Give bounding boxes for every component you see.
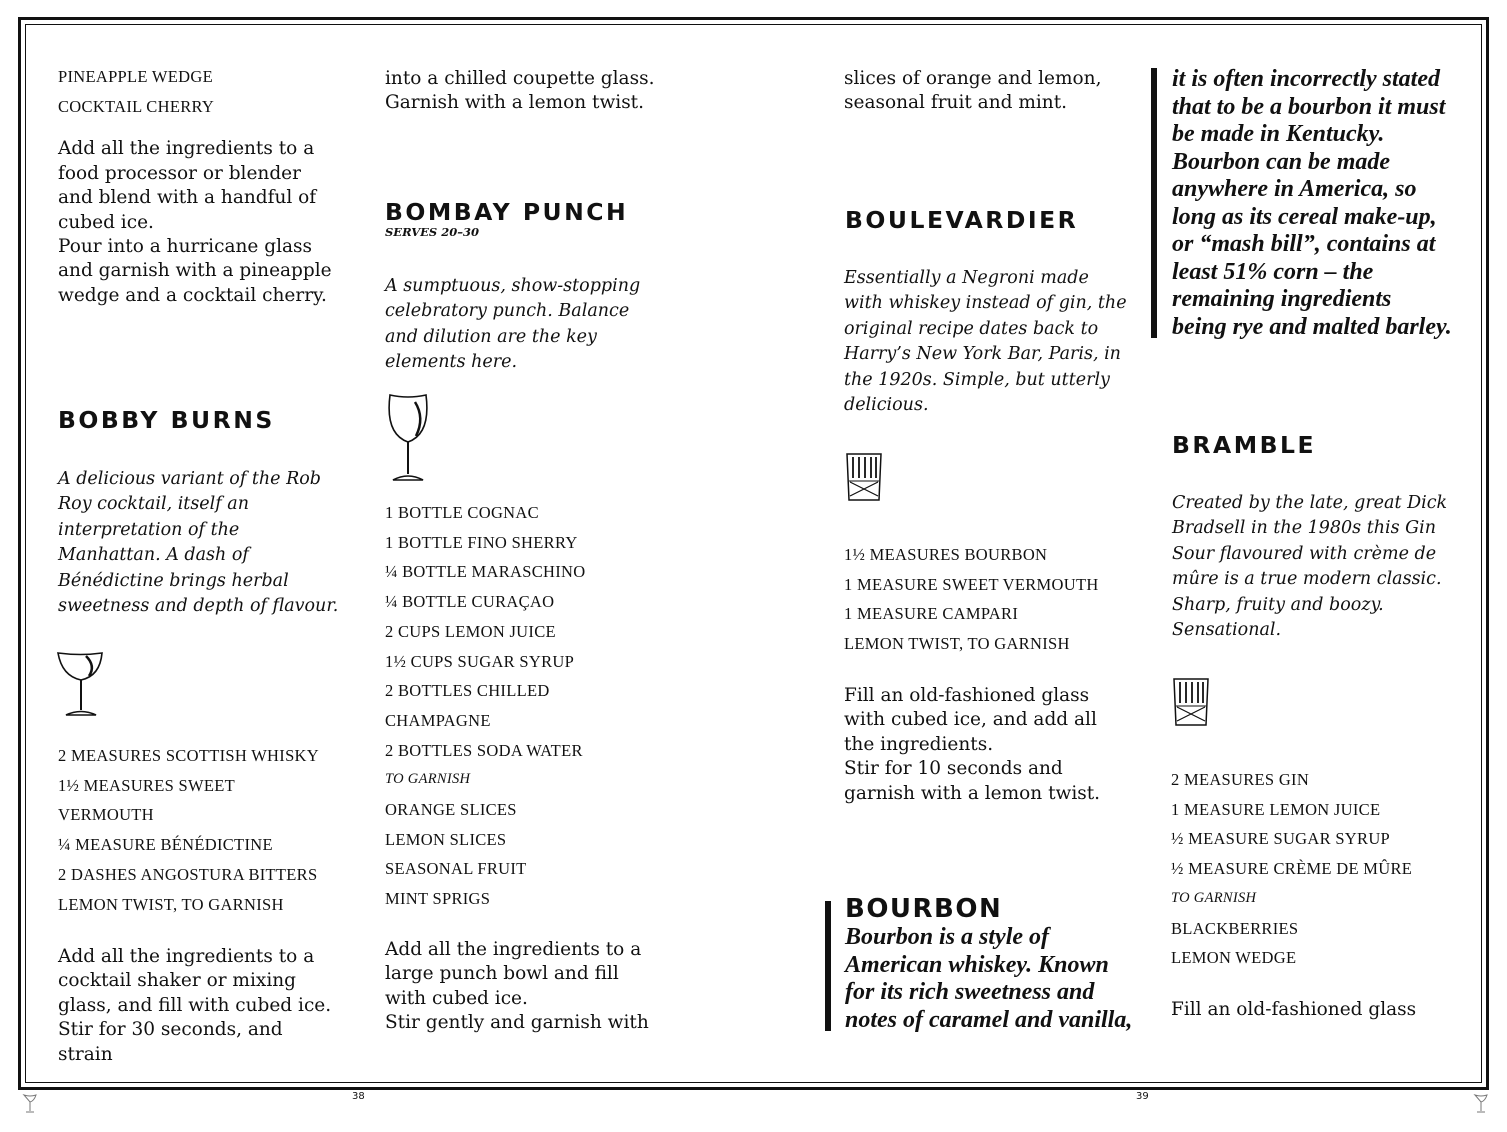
ingredient: 1½ MEASURES BOURBON xyxy=(844,545,1048,564)
ingredient-list xyxy=(385,498,586,914)
sidebar-rule xyxy=(825,901,831,1031)
ingredient: ¼ BOTTLE CURAÇAO xyxy=(385,592,555,612)
ingredient: 1 MEASURE LEMON JUICE xyxy=(1171,799,1381,819)
ingredient: 2 MEASURES SCOTTISH WHISKY xyxy=(58,746,319,765)
ingredient-list xyxy=(58,741,319,919)
ingredient: VERMOUTH xyxy=(58,805,154,825)
ingredient: ½ MEASURE SUGAR SYRUP xyxy=(1171,829,1391,849)
ingredient: 1½ MEASURES SWEET xyxy=(58,775,235,795)
sidebar-text: it is often incorrectly stated that to be a bourbon it must be made in Kentucky. Bourbon can be made anywhere in America, so long as its cereal make-up, or “mash bill”, contains at least 51% corn – the remaining ingredients being rye and malted barley. xyxy=(1172,66,1452,340)
method-text: Add all the ingredients to a large punch bowl and fill with cubed ice. Stir gently and garnish with xyxy=(385,939,649,1034)
ingredient: 1 MEASURE CAMPARI xyxy=(844,604,1019,624)
column-1 xyxy=(58,62,348,308)
coupe-glass-icon xyxy=(56,650,106,720)
ingredient: ¼ MEASURE BÉNÉDICTINE xyxy=(58,835,273,855)
recipe-title: BOBBY BURNS xyxy=(58,406,275,434)
ingredient: 2 DASHES ANGOSTURA BITTERS xyxy=(58,864,318,884)
method-text: Add all the ingredients to a food processor or blender and blend with a handful of cubed ice. Pour into a hurricane glass and garnish with a pineapple wedge and a cocktail cherry. xyxy=(58,138,332,306)
ingredient: 2 MEASURES GIN xyxy=(1171,770,1310,789)
method-text: slices of orange and lemon, seasonal fruit and mint. xyxy=(844,68,1102,114)
ingredient: ½ MEASURE CRÈME DE MÛRE xyxy=(1171,859,1413,879)
ingredient: 2 BOTTLES CHILLED xyxy=(385,681,550,701)
ingredient: BLACKBERRIES xyxy=(1171,918,1299,938)
sidebar-title: BOURBON xyxy=(845,894,1003,924)
serves-label: SERVES 20–30 xyxy=(385,225,479,239)
corner-glass-icon xyxy=(22,1093,38,1115)
method-text: Add all the ingredients to a cocktail shaker or mixing glass, and fill with cubed ice. Stir for 30 seconds, and strain xyxy=(58,946,332,1065)
ingredient: ¼ BOTTLE MARASCHINO xyxy=(385,562,586,582)
recipe-title: BOMBAY PUNCH xyxy=(385,198,629,226)
ingredient: ORANGE SLICES xyxy=(385,800,517,820)
recipe-title: BOULEVARDIER xyxy=(845,206,1079,234)
ingredient: 1 BOTTLE FINO SHERRY xyxy=(385,532,578,552)
method-text: Fill an old-fashioned glass with cubed ice, and add all the ingredients. Stir for 10 seconds and garnish with a lemon twist. xyxy=(844,685,1101,804)
sidebar-rule xyxy=(1151,68,1157,338)
ingredient: 1 BOTTLE COGNAC xyxy=(385,503,539,522)
ingredient: LEMON WEDGE xyxy=(1171,948,1297,968)
ingredient: 1½ CUPS SUGAR SYRUP xyxy=(385,651,575,671)
ingredient: LEMON SLICES xyxy=(385,829,507,849)
method-text: into a chilled coupette glass. Garnish with a lemon twist. xyxy=(385,68,655,114)
ingredient: COCKTAIL CHERRY xyxy=(58,96,215,116)
ingredient: 1 MEASURE SWEET VERMOUTH xyxy=(844,574,1099,594)
garnish-label: TO GARNISH xyxy=(1171,889,1257,906)
ingredient: 2 CUPS LEMON JUICE xyxy=(385,621,556,641)
wine-glass-icon xyxy=(385,392,431,484)
recipe-intro: Essentially a Negroni made with whiskey instead of gin, the original recipe dates back to Harry’s New York Bar, Paris, in the 1920s. Simple, but utterly delicious. xyxy=(844,268,1127,416)
ingredient: LEMON TWIST, TO GARNISH xyxy=(844,634,1070,654)
ingredient: MINT SPRIGS xyxy=(385,889,491,909)
method-text: Fill an old-fashioned glass xyxy=(1171,999,1417,1020)
garnish-label: TO GARNISH xyxy=(385,771,471,788)
old-fashioned-glass-icon xyxy=(845,452,883,504)
old-fashioned-glass-icon xyxy=(1172,677,1210,729)
page-number-left: 38 xyxy=(352,1091,365,1102)
ingredient-list xyxy=(844,540,1099,659)
page-number-right: 39 xyxy=(1136,1091,1149,1102)
ingredient: 2 BOTTLES SODA WATER xyxy=(385,740,583,760)
ingredient: CHAMPAGNE xyxy=(385,710,491,730)
ingredient: SEASONAL FRUIT xyxy=(385,859,527,879)
recipe-intro: A sumptuous, show-stopping celebratory punch. Balance and dilution are the key elements here. xyxy=(385,276,641,373)
recipe-title: BRAMBLE xyxy=(1172,431,1317,459)
recipe-intro: Created by the late, great Dick Bradsell in the 1980s this Gin Sour flavoured with crème de mûre is a true modern classic. Sharp, fruity and boozy. Sensational. xyxy=(1172,493,1448,641)
ingredient-list xyxy=(1171,765,1412,973)
recipe-intro: A delicious variant of the Rob Roy cocktail, itself an interpretation of the Manhattan. A dash of Bénédictine brings herbal sweetness and depth of flavour. xyxy=(58,469,339,617)
corner-glass-icon xyxy=(1473,1093,1489,1115)
ingredient: PINEAPPLE WEDGE xyxy=(58,67,213,86)
sidebar-text: Bourbon is a style of American whiskey. Known for its rich sweetness and notes of caramel and vanilla, xyxy=(845,924,1133,1033)
ingredient: LEMON TWIST, TO GARNISH xyxy=(58,894,284,914)
